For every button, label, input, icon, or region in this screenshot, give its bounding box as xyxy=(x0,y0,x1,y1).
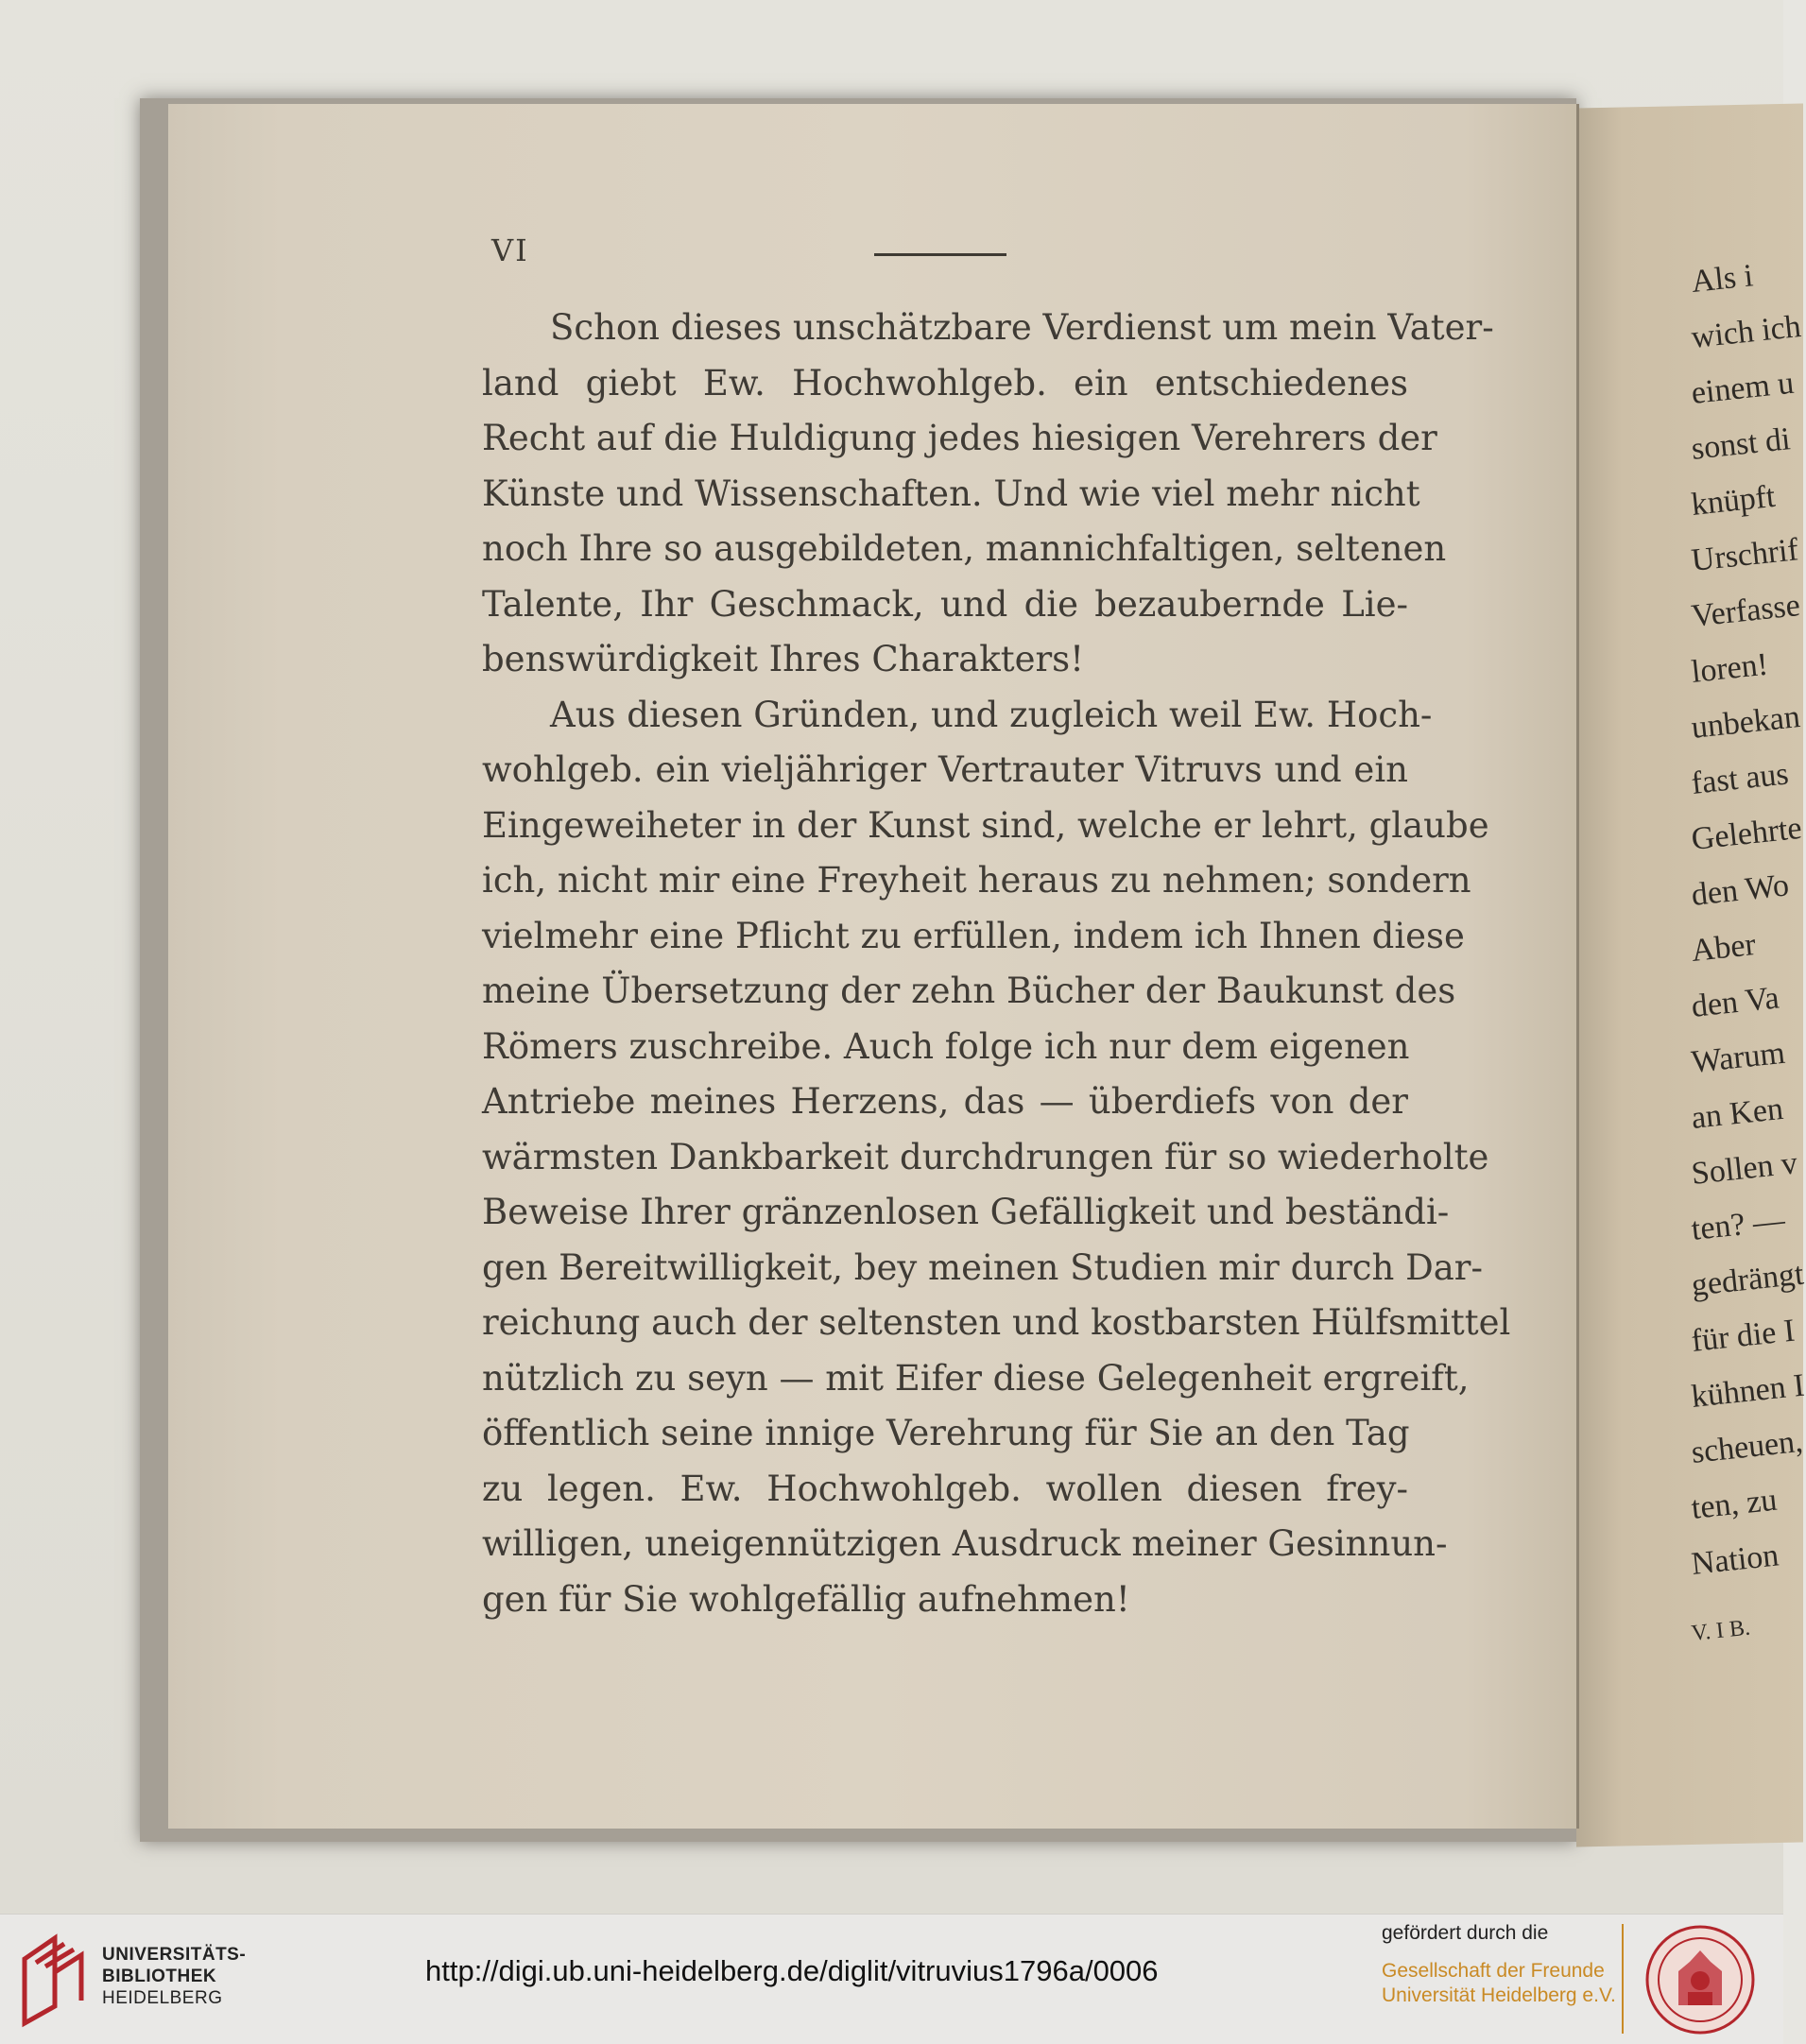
facing-page-line: kühnen I xyxy=(1690,1367,1806,1415)
text-line: willigen, uneigennützigen Ausdruck meiner Gesinnun- xyxy=(482,1523,1448,1564)
facing-page-line: ten, zu xyxy=(1690,1482,1780,1526)
text-line: vielmehr eine Pflicht zu erfüllen, indem ich Ihnen diese xyxy=(482,916,1465,956)
text-line: benswürdigkeit Ihres Charakters! xyxy=(482,639,1085,679)
facing-page-line: Verfasse xyxy=(1690,588,1802,634)
text-line: Beweise Ihrer gränzenlosen Gefälligkeit und beständi- xyxy=(482,1192,1450,1232)
sponsor-name-line-1: Gesellschaft der Freunde xyxy=(1382,1960,1605,1982)
facing-page-line: sonst di xyxy=(1690,421,1793,467)
text-line: Eingeweiheter in der Kunst sind, welche er lehrt, glaube xyxy=(482,805,1489,846)
sponsor-label: gefördert durch die xyxy=(1382,1922,1549,1944)
text-line: gen Bereitwilligkeit, bey meinen Studien mir durch Dar- xyxy=(482,1247,1483,1288)
facing-page-line: wich ich xyxy=(1690,308,1803,355)
facing-page-line: den Wo xyxy=(1690,867,1791,913)
facing-page xyxy=(1576,103,1806,1846)
page-number: VI xyxy=(491,232,529,268)
facing-page-line: Sollen v xyxy=(1690,1145,1799,1192)
facing-page-line: Nation xyxy=(1690,1537,1780,1582)
facing-page-line: Aber xyxy=(1690,926,1758,969)
text-line: meine Übersetzung der zehn Bücher der Baukunst des xyxy=(482,970,1456,1011)
library-name-line-2: BIBLIOTHEK xyxy=(102,1967,217,1986)
university-library-logo-icon xyxy=(19,1931,87,2025)
header-rule xyxy=(874,253,1006,256)
footer-divider xyxy=(1622,1924,1624,2034)
text-line: zu legen. Ew. Hochwohlgeb. wollen diesen frey- xyxy=(482,1469,1408,1509)
university-seal-icon xyxy=(1644,1924,1756,2035)
facing-page-line: scheuen, xyxy=(1690,1423,1805,1470)
facing-page-line: gedrängt xyxy=(1690,1256,1806,1303)
text-line: gen für Sie wohlgefällig aufnehmen! xyxy=(482,1579,1130,1620)
text-line: öffentlich seine innige Verehrung für Sie an den Tag xyxy=(482,1413,1410,1453)
library-name-line-3: HEIDELBERG xyxy=(102,1988,223,2008)
facing-page-line: Urschrif xyxy=(1690,532,1800,578)
text-line: nützlich zu seyn — mit Eifer diese Gelegenheit ergreift, xyxy=(482,1358,1470,1399)
text-line: Aus diesen Gründen, und zugleich weil Ew. Hoch- xyxy=(550,695,1433,735)
text-line: Antriebe meines Herzens, das — überdiefs von der xyxy=(482,1081,1408,1122)
text-line: Recht auf die Huldigung jedes hiesigen Verehrers der xyxy=(482,418,1437,458)
permalink-url[interactable]: http://digi.ub.uni-heidelberg.de/diglit/vitruvius1796a/0006 xyxy=(425,1954,1159,1987)
facing-page-line: knüpft xyxy=(1690,478,1778,523)
text-line: Talente, Ihr Geschmack, und die bezaubernde Lie- xyxy=(482,584,1408,625)
text-line: Römers zuschreibe. Auch folge ich nur dem eigenen xyxy=(482,1026,1410,1067)
text-line: wärmsten Dankbarkeit durchdrungen für so wiederholte xyxy=(482,1137,1489,1177)
text-line: land giebt Ew. Hochwohlgeb. ein entschiedenes xyxy=(482,363,1408,404)
facing-page-line: ten? — xyxy=(1690,1202,1787,1247)
sponsor-name-line-2: Universität Heidelberg e.V. xyxy=(1382,1984,1616,2006)
text-line: Schon dieses unschätzbare Verdienst um mein Vater- xyxy=(550,307,1494,348)
facing-page-line: loren! xyxy=(1690,646,1770,690)
facing-page-line: V. I B. xyxy=(1690,1615,1752,1646)
facing-page-line: den Va xyxy=(1690,980,1781,1024)
facing-page-line: Als i xyxy=(1690,258,1755,300)
text-line: ich, nicht mir eine Freyheit heraus zu nehmen; sondern xyxy=(482,860,1471,901)
facing-page-line: einem u xyxy=(1690,365,1796,411)
facing-page-line: für die I xyxy=(1690,1313,1797,1359)
facing-page-line: Warum xyxy=(1690,1035,1787,1080)
text-line: wohlgeb. ein vieljähriger Vertrauter Vitruvs und ein xyxy=(482,749,1408,790)
text-line: noch Ihre so ausgebildeten, mannichfaltigen, seltenen xyxy=(482,528,1447,569)
library-name-line-1: UNIVERSITÄTS- xyxy=(102,1945,247,1965)
facing-page-line: an Ken xyxy=(1690,1091,1785,1136)
text-line: Künste und Wissenschaften. Und wie viel mehr nicht xyxy=(482,473,1420,514)
facing-page-line: Gelehrte xyxy=(1690,810,1804,857)
text-line: reichung auch der seltensten und kostbarsten Hülfsmittel xyxy=(482,1302,1511,1343)
facing-page-line: fast aus xyxy=(1690,756,1791,801)
facing-page-line: unbekan xyxy=(1690,699,1802,746)
